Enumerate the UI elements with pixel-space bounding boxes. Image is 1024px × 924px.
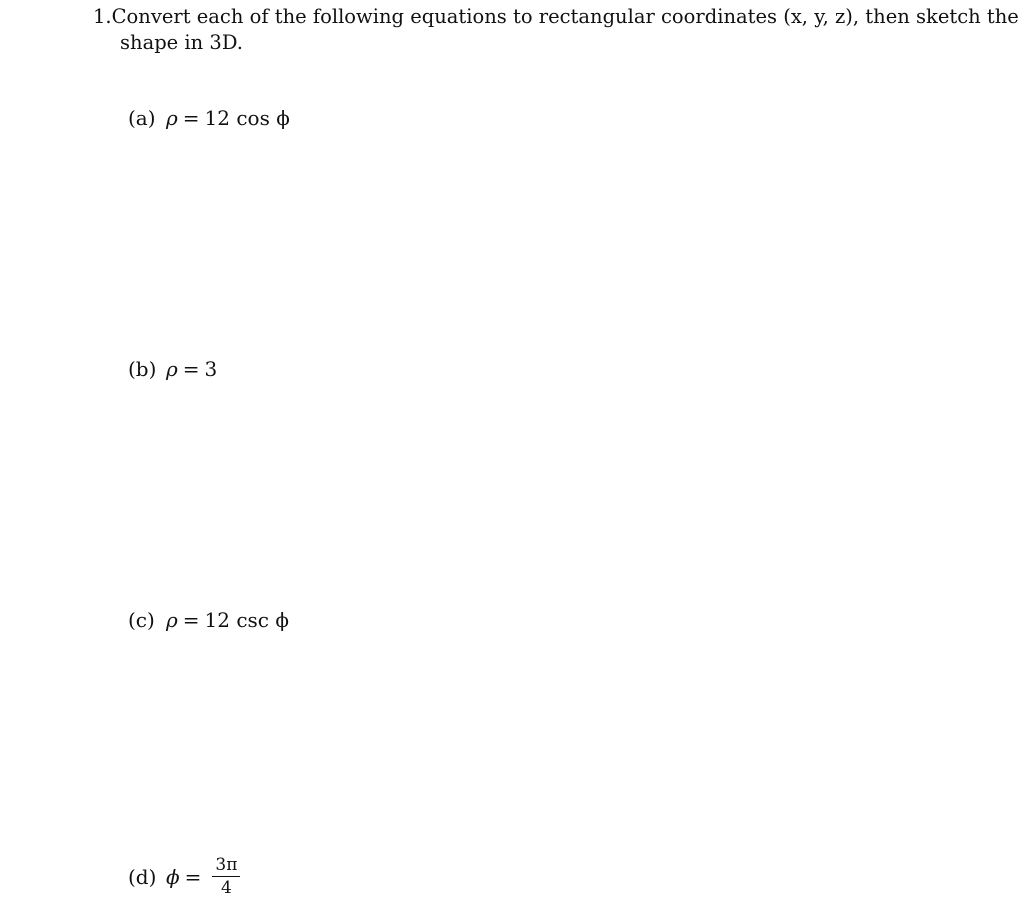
part-b-label: (b) [128, 357, 157, 381]
part-a [128, 105, 290, 131]
fraction-denominator: 4 [220, 878, 232, 898]
equals-sign: = [182, 357, 200, 381]
fraction-numerator: 3π [212, 856, 240, 877]
fraction [212, 856, 240, 897]
part-c-rhs: 12 csc ϕ [204, 608, 289, 632]
problem-statement [93, 4, 1019, 56]
problem-line-1 [93, 4, 1019, 30]
part-a-lhs: ρ [166, 106, 178, 130]
part-d [128, 856, 240, 897]
equals-sign: = [182, 608, 200, 632]
problem-number: 1. [93, 5, 112, 28]
part-d-lhs: ϕ [166, 864, 180, 889]
part-b-lhs: ρ [166, 357, 178, 381]
part-c [128, 607, 289, 633]
part-d-label: (d) [128, 864, 157, 889]
part-a-rhs: 12 cos ϕ [204, 106, 290, 130]
equals-sign: = [184, 864, 202, 889]
problem-line-2: shape in 3D. [120, 31, 243, 54]
equals-sign: = [182, 106, 200, 130]
part-c-label: (c) [128, 608, 155, 632]
part-b [128, 356, 217, 382]
problem-text-line-1: Convert each of the following equations to rectangular coordinates (x, y, z), then sketch the [111, 5, 1019, 28]
part-b-rhs: 3 [204, 357, 218, 381]
part-a-label: (a) [128, 106, 156, 130]
part-c-lhs: ρ [166, 608, 178, 632]
